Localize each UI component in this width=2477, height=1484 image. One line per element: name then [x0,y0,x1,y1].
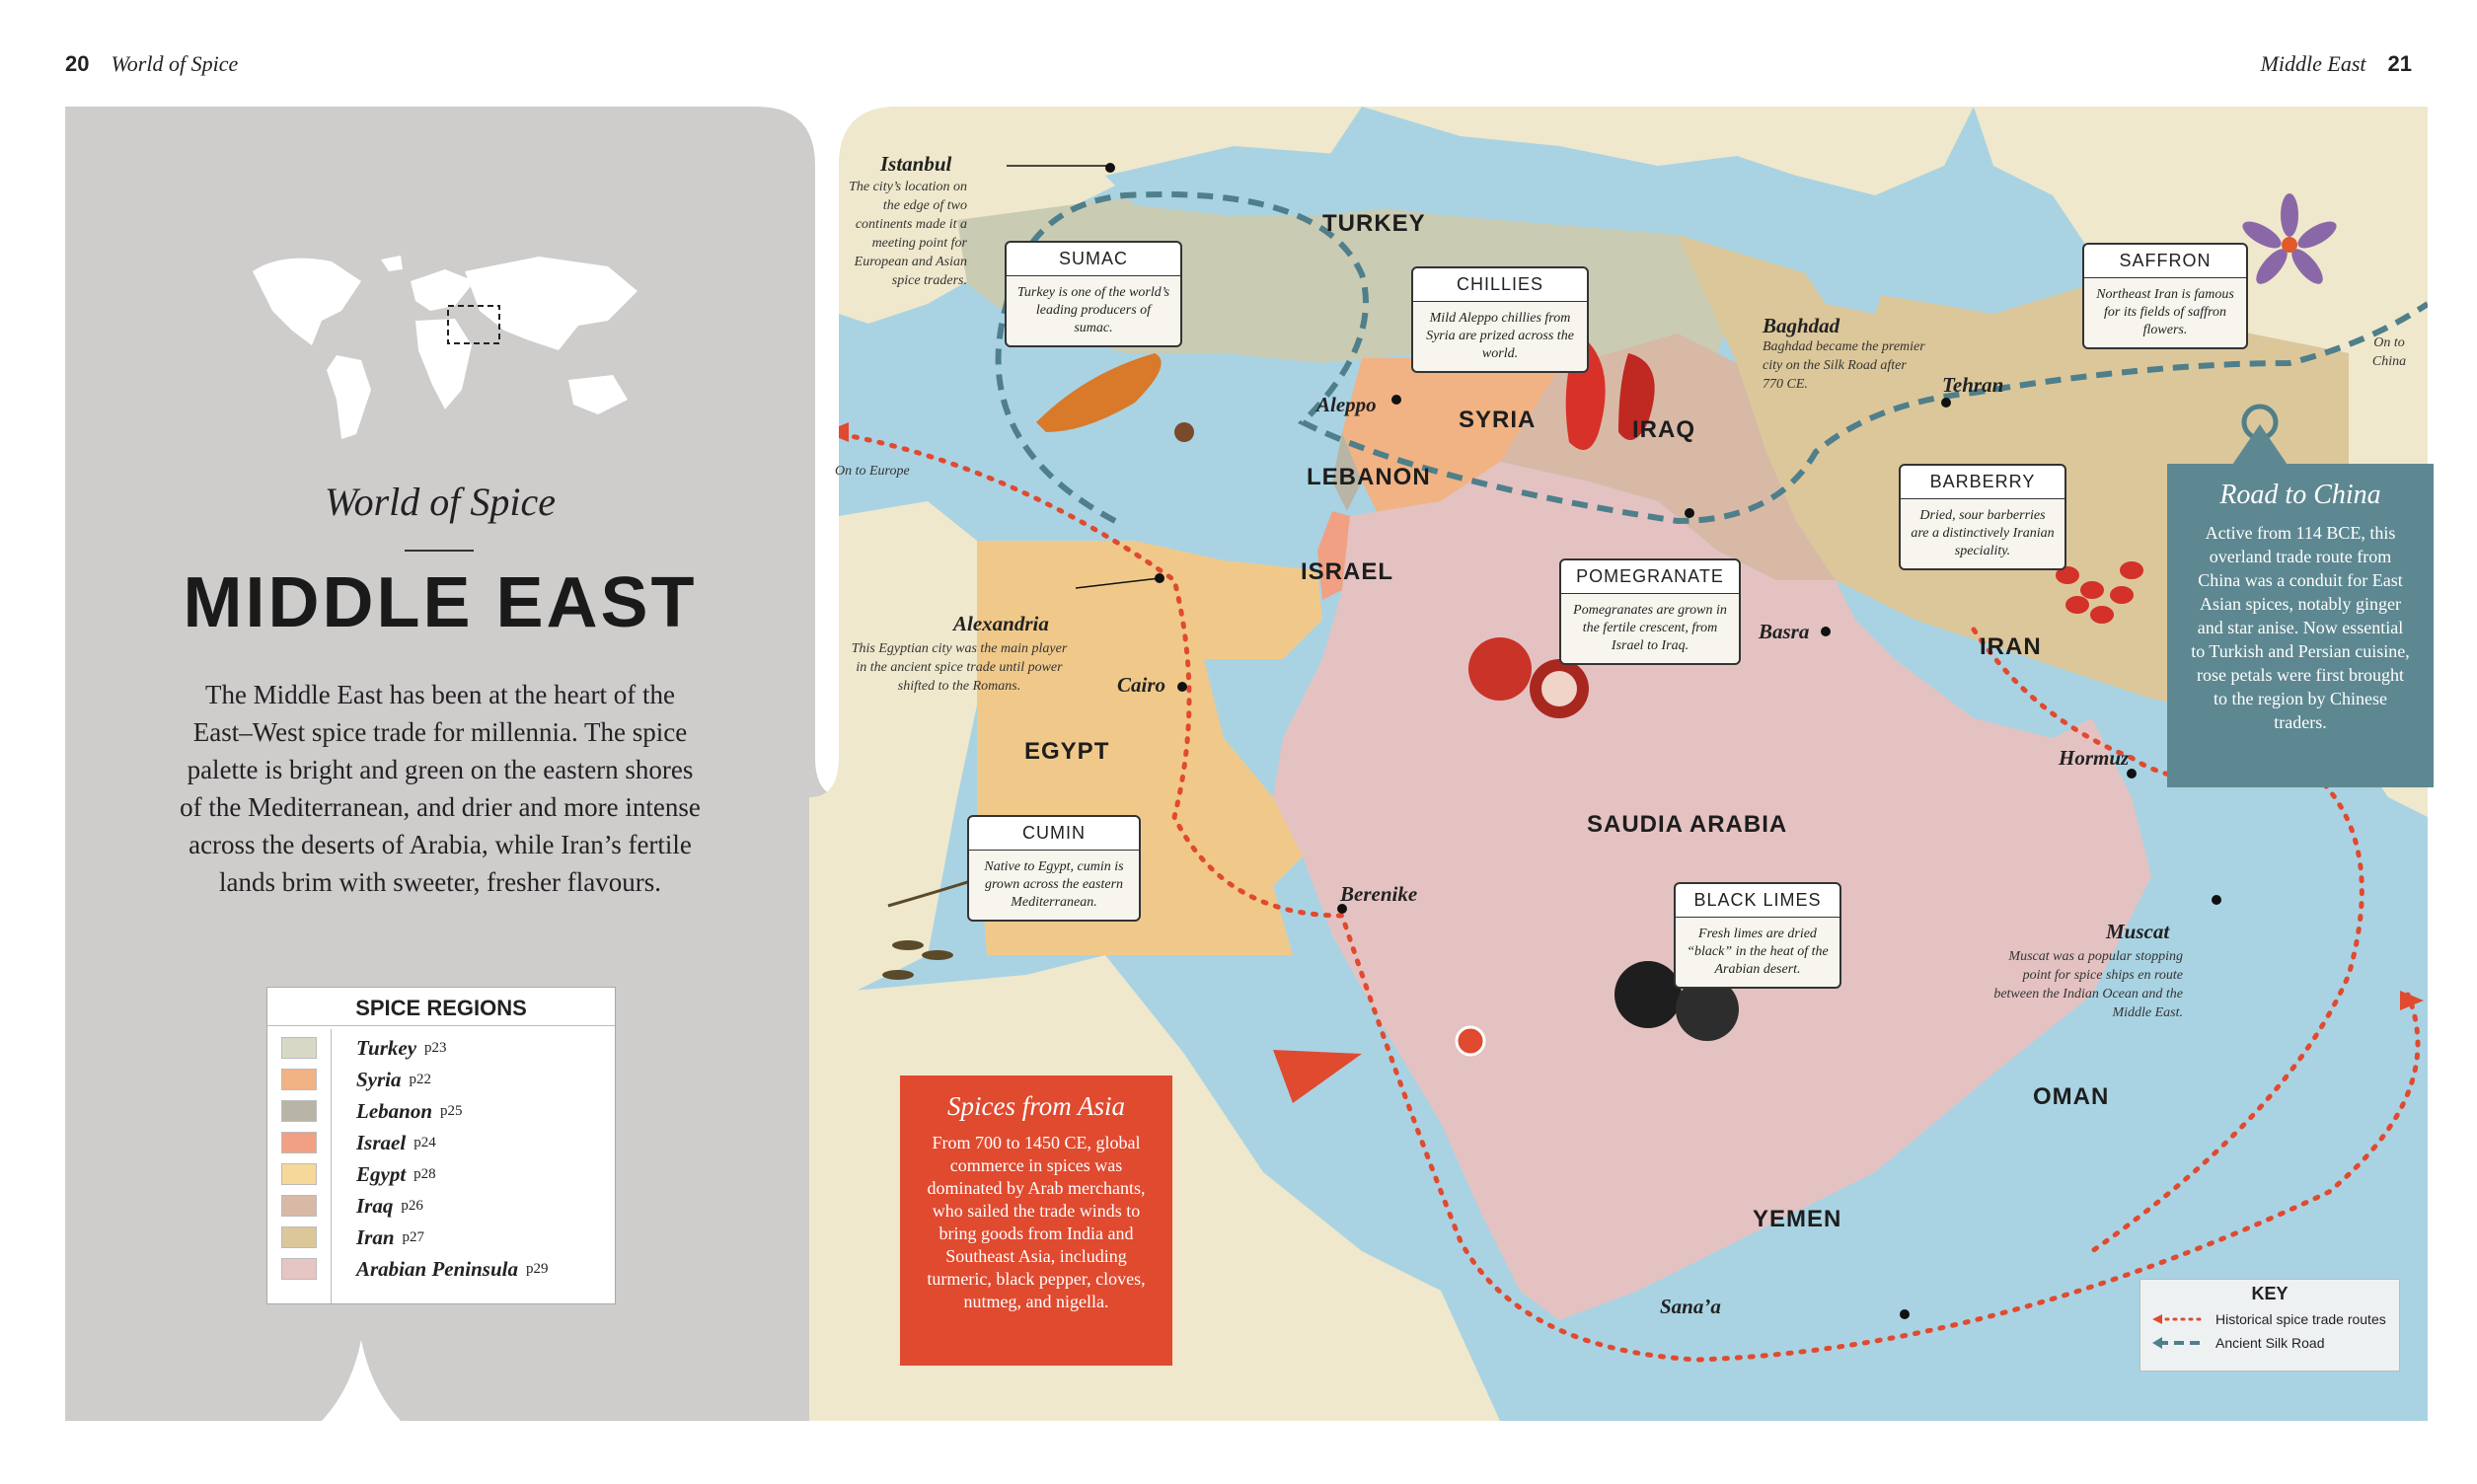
region-color-swatch [281,1037,317,1059]
region-page-ref: p22 [409,1071,432,1087]
city-aleppo: Aleppo [1316,393,1377,416]
card-sumac [1005,241,1182,347]
region-color-swatch [281,1226,317,1248]
road-to-china-body: Active from 114 BCE, this overland trade route from China was a conduit for East Asian spices, notably ginger and star anise. Now essential to Turkish and Persian cuisine, rose petals were first brought to the region by Chinese traders. [2191,523,2410,732]
label-egypt: EGYPT [1024,738,1110,765]
region-page-ref: p26 [401,1197,423,1214]
card-barberry-title: BARBERRY [1901,466,2064,499]
region-page-ref: p29 [525,1260,549,1277]
spice-regions-title: SPICE REGIONS [267,988,615,1026]
card-barberry [1899,464,2066,570]
right-running-title: Middle East [2260,51,2366,76]
region-name: Iraq [356,1193,394,1218]
region-name: Israel [356,1130,407,1154]
road-to-china-box [2167,464,2434,787]
right-page-number: 21 [2387,51,2412,76]
city-alexandria: Alexandria [953,612,1049,635]
label-iran: IRAN [1980,633,2042,660]
spice-regions-table [266,987,616,1304]
region-name: Arabian Peninsula [356,1256,518,1281]
region-name: Lebanon [356,1098,433,1123]
label-syria: SYRIA [1459,407,1537,433]
city-baghdad: Baghdad [1763,314,1840,337]
map-key [2139,1279,2400,1372]
card-black-limes [1674,882,1841,989]
region-color-swatch [281,1069,317,1090]
europe-arrow [825,422,849,442]
city-tehran: Tehran [1942,373,2004,397]
region-page-ref: p24 [413,1134,436,1150]
card-black-limes-body: Fresh limes are dried “black” in the heat of the Arabian desert. [1687,927,1829,977]
city-sanaa: Sana’a [1660,1295,1721,1318]
city-hormuz: Hormuz [2059,746,2130,770]
label-oman: OMAN [2033,1083,2110,1110]
region-color-swatch [281,1100,317,1122]
series-title: World of Spice [324,480,557,524]
note-on-to-europe: On to Europe [835,464,910,479]
region-name: Iran [356,1224,395,1249]
spices-from-asia-title: Spices from Asia [947,1091,1125,1121]
right-running-head [2261,51,2412,77]
berenike-highlight [1457,1027,1484,1055]
card-cumin-body: Native to Egypt, cumin is grown across the eastern Mediterranean. [984,859,1124,910]
key-title: KEY [2251,1284,2289,1303]
key-silk-label: Ancient Silk Road [2215,1335,2325,1351]
card-pomegranate-title: POMEGRANATE [1561,560,1739,594]
label-iraq: IRAQ [1632,416,1695,443]
card-sumac-body: Turkey is one of the world’s leading producers of sumac. [1016,285,1170,335]
region-page-ref: p28 [413,1165,436,1182]
card-chillies [1411,266,1589,373]
card-pomegranate-body: Pomegranates are grown in the fertile crescent, from Israel to Iraq. [1573,603,1727,653]
card-cumin [967,815,1141,922]
city-muscat: Muscat [2106,920,2170,943]
region-color-swatch [281,1195,317,1217]
road-to-china-title: Road to China [2219,480,2381,510]
table-divider [331,1029,332,1303]
card-saffron-title: SAFFRON [2084,245,2246,278]
intro-text: The Middle East has been at the heart of the East–West spice trade for millennia. The spice palette is bright and green on the eastern shores of the Mediterranean, and drier and more intense across the deserts of Arabia, while Iran’s fertile lands brim with sweeter, fresher flavours. [180,680,701,897]
note-muscat: Muscat was a popular stopping point for spice ships en route between the Indian Ocean and the Middle East. [1993,949,2183,1020]
card-barberry-body: Dried, sour barberries are a distinctively Iranian speciality. [1911,508,2055,558]
region-name: Turkey [356,1035,417,1060]
region-color-swatch [281,1163,317,1185]
page-title: MIDDLE EAST [183,563,698,642]
city-istanbul: Istanbul [880,152,952,176]
label-yemen: YEMEN [1753,1206,1842,1232]
region-list [267,1026,615,1285]
key-historical-label: Historical spice trade routes [2215,1311,2386,1327]
left-page-number: 20 [65,51,90,76]
card-sumac-title: SUMAC [1007,243,1180,276]
region-page-ref: p25 [440,1102,463,1119]
left-running-title: World of Spice [111,51,239,76]
region-name: Syria [356,1067,402,1091]
card-chillies-title: CHILLIES [1413,268,1587,302]
card-saffron-body: Northeast Iran is famous for its fields of saffron flowers. [2096,287,2234,337]
key-historical-swatch [2150,1311,2210,1327]
note-alexandria: This Egyptian city was the main player in the ancient spice trade until power shifted to the Romans. [851,641,1068,694]
region-name: Egypt [356,1161,407,1186]
region-color-swatch [281,1258,317,1280]
region-color-swatch [281,1132,317,1153]
card-pomegranate [1559,558,1741,665]
card-black-limes-title: BLACK LIMES [1676,884,1839,918]
left-running-head [65,51,238,77]
label-lebanon: LEBANON [1307,464,1431,490]
city-berenike: Berenike [1340,882,1418,906]
city-basra: Basra [1759,620,1810,643]
card-cumin-title: CUMIN [969,817,1139,851]
card-saffron [2082,243,2248,349]
region-page-ref: p27 [402,1228,425,1245]
region-page-ref: p23 [424,1039,447,1056]
note-on-to-china: On to China [2371,335,2407,369]
label-turkey: TURKEY [1322,210,1426,237]
note-baghdad: Baghdad became the premier city on the Silk Road after 770 CE. [1763,339,1925,392]
road-to-china-pointer [2201,424,2299,468]
title-rule [405,550,474,552]
city-cairo: Cairo [1117,673,1166,697]
label-israel: ISRAEL [1301,558,1394,585]
key-silk-swatch [2150,1335,2210,1351]
spices-from-asia-body: From 700 to 1450 CE, global commerce in spices was dominated by Arab merchants, who sailed the trade winds to bring goods from India and Southeast Asia, including turmeric, black pepper, cloves, nutmeg, and nigella. [927,1133,1146,1311]
note-istanbul: The city’s location on the edge of two continents made it a meeting point for European and Asian spice traders. [849,180,967,288]
spices-from-asia-box [900,1076,1172,1366]
world-map-icon [243,252,647,449]
label-saudi-arabia: SAUDIA ARABIA [1587,811,1788,838]
card-chillies-body: Mild Aleppo chillies from Syria are prized across the world. [1426,311,1574,361]
